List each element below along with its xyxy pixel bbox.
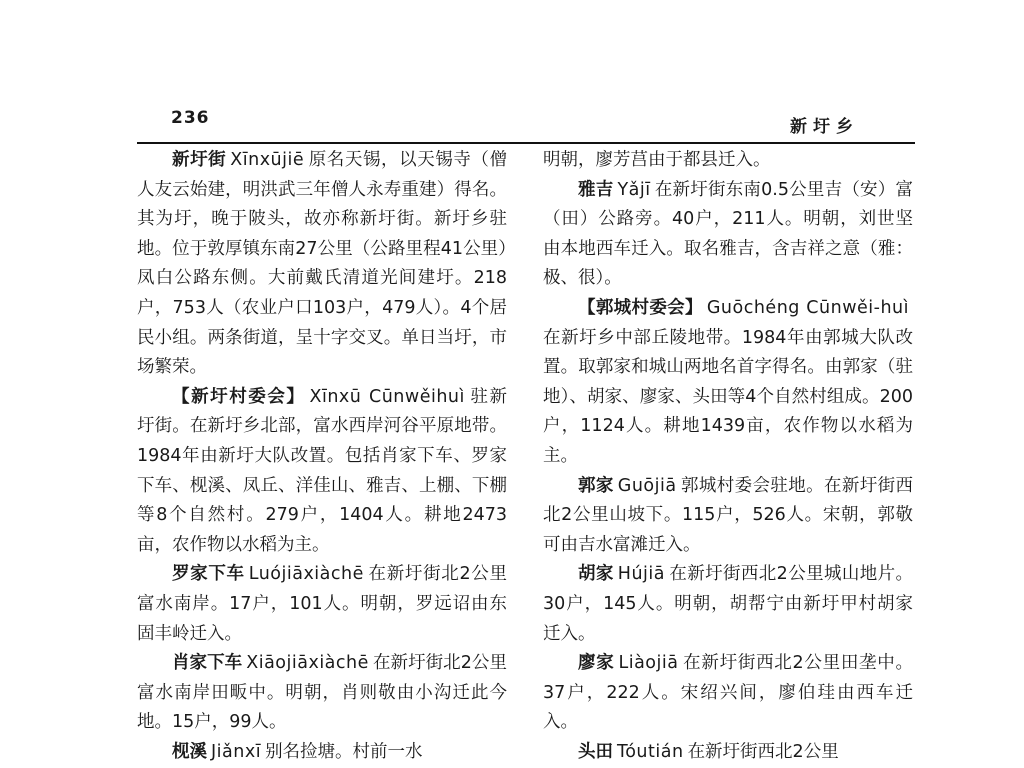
entry-pinyin: Hújiā xyxy=(617,564,665,585)
entry-text: 在新圩街西北2公里城山地片。30户，145人。明朝，胡帮宁由新圩甲村胡家迁入。 xyxy=(543,564,913,644)
entry-text: 驻新圩街。在新圩乡北部，富水西岸河谷平原地带。1984年由新圩大队改置。包括肖家下车、罗家下车、枧溪、凤丘、洋佳山、雅吉、上棚、下棚等8个自然村。279户，1404人。耕地2473亩，农作物以水稻为主。 xyxy=(137,386,507,555)
entry-paragraph-continued xyxy=(543,146,913,176)
entry-paragraph xyxy=(543,649,913,738)
entry-text: 在新圩街北2公里富水南岸。17户，101人。明朝，罗远诏由东固丰岭迁入。 xyxy=(137,564,507,644)
entry-text: 在新圩街东南0.5公里吉（安）富（田）公路旁。40户，211人。明朝，刘世坚由本地西车迁入。取名雅吉，含吉祥之意（雅：极、很）。 xyxy=(543,179,913,289)
entry-paragraph xyxy=(543,294,913,472)
entry-pinyin: Liàojiā xyxy=(618,653,679,674)
page-number: 236 xyxy=(171,108,210,128)
entry-pinyin: Tóutián xyxy=(617,741,684,762)
running-head: 新圩乡 xyxy=(790,117,859,137)
entry-text: 郭城村委会驻地。在新圩街西北2公里山坡下。115户，526人。宋朝，郭敬可由吉水富滩迁入。 xyxy=(543,475,913,555)
entry-name: 头田 xyxy=(578,741,613,762)
entry-paragraph xyxy=(543,560,913,649)
entry-name: 雅吉 xyxy=(578,179,614,200)
entry-paragraph xyxy=(543,738,913,768)
entry-text: 在新圩乡中部丘陵地带。1984年由郭城大队改置。取郭家和城山两地名首字得名。由郭家（驻地）、胡家、廖家、头田等4个自然村组成。200户，1124人。耕地1439亩，农作物以水稻为主。 xyxy=(543,327,913,466)
entry-paragraph xyxy=(543,472,913,561)
entry-pinyin: Yǎjī xyxy=(617,179,651,200)
header-rule xyxy=(137,142,915,144)
entry-name: 胡家 xyxy=(578,564,614,585)
entry-name: 新圩街 xyxy=(172,150,227,170)
entry-text: 原名天锡，以天锡寺（僧人友云始建，明洪武三年僧人永寿重建）得名。其为圩，晚于陂头，故亦称新圩街。新圩乡驻地。位于敦厚镇东南27公里（公路里程41公里）凤白公路东侧。大前戴氏清道光间建圩。218户，753人（农业户口103户，479人）。4个居民小组。两条街道，呈十字交叉。单日当圩，市场繁荣。 xyxy=(137,150,507,378)
left-column xyxy=(137,146,507,768)
entry-text: 别名捡塘。村前一水 xyxy=(265,741,423,762)
entry-name: 枧溪 xyxy=(172,741,207,762)
entry-name: 廖家 xyxy=(578,653,615,674)
entry-pinyin: Xīnxūjiē xyxy=(230,150,305,170)
entry-text: 在新圩街北2公里富水南岸田畈中。明朝，肖则敬由小沟迁此今地。15户，99人。 xyxy=(137,653,507,733)
entry-pinyin: Xīnxū Cūnwěihuì xyxy=(309,386,465,407)
entry-pinyin: Luójiāxiàchē xyxy=(248,564,364,585)
entry-paragraph xyxy=(543,176,913,294)
entry-name: 【郭城村委会】 xyxy=(578,297,703,318)
right-column xyxy=(543,146,913,768)
entry-paragraph xyxy=(137,560,507,649)
entry-name: 郭家 xyxy=(578,475,614,496)
entry-pinyin: Guōjiā xyxy=(617,475,677,496)
entry-pinyin: Xiāojiāxiàchē xyxy=(246,653,369,674)
entry-text: 在新圩街西北2公里田垄中。37户，222人。宋绍兴间，廖伯珪由西车迁入。 xyxy=(543,653,913,733)
entry-paragraph xyxy=(137,383,507,561)
entry-text: 在新圩街西北2公里 xyxy=(687,741,839,762)
entry-name: 罗家下车 xyxy=(172,564,245,585)
entry-paragraph xyxy=(137,146,507,383)
entry-name: 肖家下车 xyxy=(172,653,243,674)
entry-text: 明朝，廖芳莒由于都县迁入。 xyxy=(543,150,771,170)
entry-paragraph xyxy=(137,738,507,768)
entry-pinyin: Guōchéng Cūnwěi-huì xyxy=(706,297,909,318)
entry-pinyin: Jiǎnxī xyxy=(211,741,262,762)
entry-paragraph xyxy=(137,649,507,738)
entry-name: 【新圩村委会】 xyxy=(172,386,306,407)
